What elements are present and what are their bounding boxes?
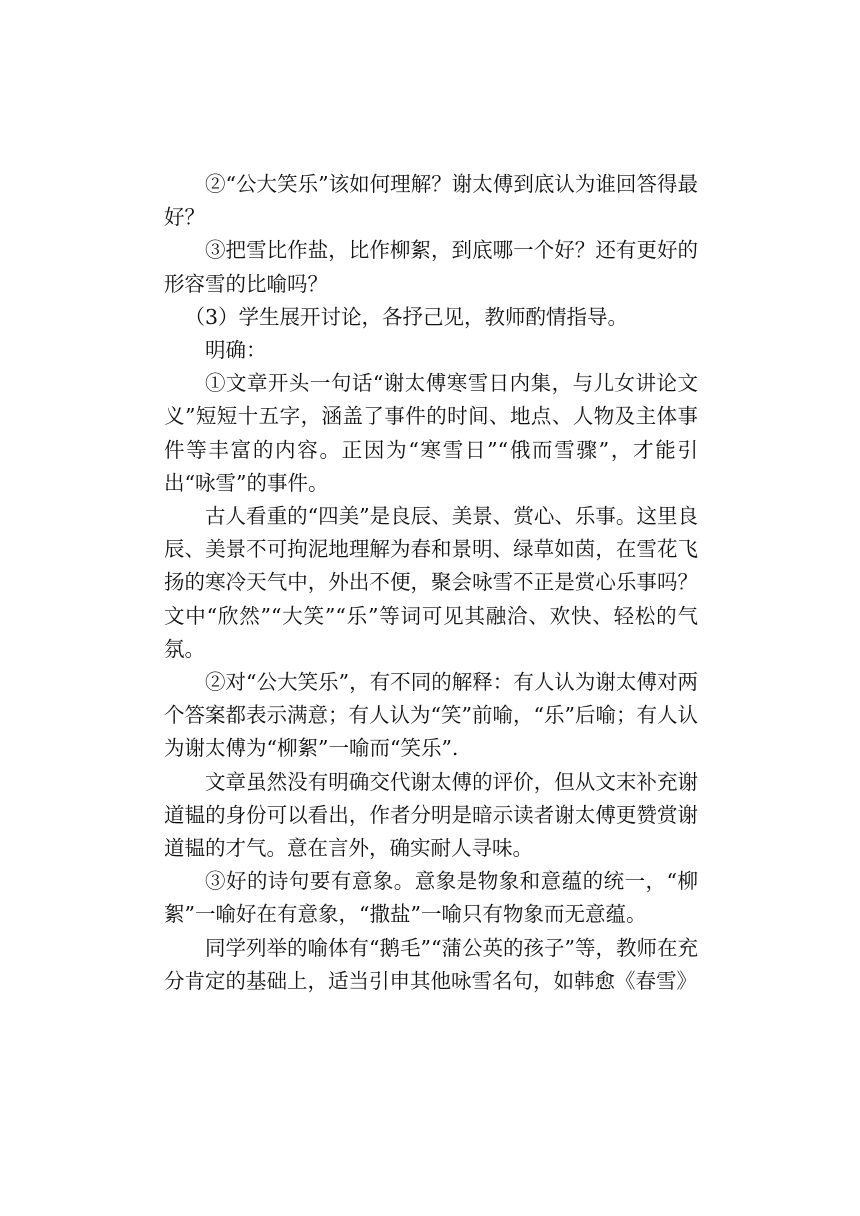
paragraph-question-2: ②“公大笑乐”该如何理解？谢太傅到底认为谁回答得最好？ [164,172,698,230]
paragraph-student-examples: 同学列举的喻体有“鹅毛”“蒲公英的孩子”等，教师在充分肯定的基础上，适当引申其他咏雪名句，如韩愈《春雪》 [164,935,698,993]
paragraph-answer-1: ①文章开头一句话“谢太傅寒雪日内集，与儿女讲论文义”短短十五字，涵盖了事件的时间、地点、人物及主体事件等丰富的内容。正因为“寒雪日”“俄而雪骤”，才能引出“咏雪”的事件。 [164,371,698,495]
document-body [164,168,698,998]
paragraph-clarify-heading: 明确： [205,338,267,363]
paragraph-question-3: ③把雪比作盐，比作柳絮，到底哪一个好？还有更好的形容雪的比喻吗？ [164,238,698,296]
paragraph-author-hint: 文章虽然没有明确交代谢太傅的评价，但从文末补充谢道韫的身份可以看出，作者分明是暗示读者谢太傅更赞赏谢道韫的才气。意在言外，确实耐人寻味。 [164,769,698,861]
paragraph-answer-2: ②对“公大笑乐”，有不同的解释：有人认为谢太傅对两个答案都表示满意；有人认为“笑”前喻，“乐”后喻；有人认为谢太傅为“柳絮”一喻而“笑乐”. [164,670,698,761]
paragraph-step-3: （3）学生展开讨论，各抒己见，教师酌情指导。 [184,304,629,329]
paragraph-four-beauties: 古人看重的“四美”是良辰、美景、赏心、乐事。这里良辰、美景不可拘泥地理解为春和景明、绿草如茵，在雪花飞扬的寒冷天气中，外出不便，聚会咏雪不正是赏心乐事吗？文中“欣然”“大笑”“乐”等词可见其融洽、欢快、轻松的气氛。 [164,504,698,661]
paragraph-answer-3: ③好的诗句要有意象。意象是物象和意蕴的统一，“柳絮”一喻好在有意象，“撒盐”一喻只有物象而无意蕴。 [164,869,698,927]
